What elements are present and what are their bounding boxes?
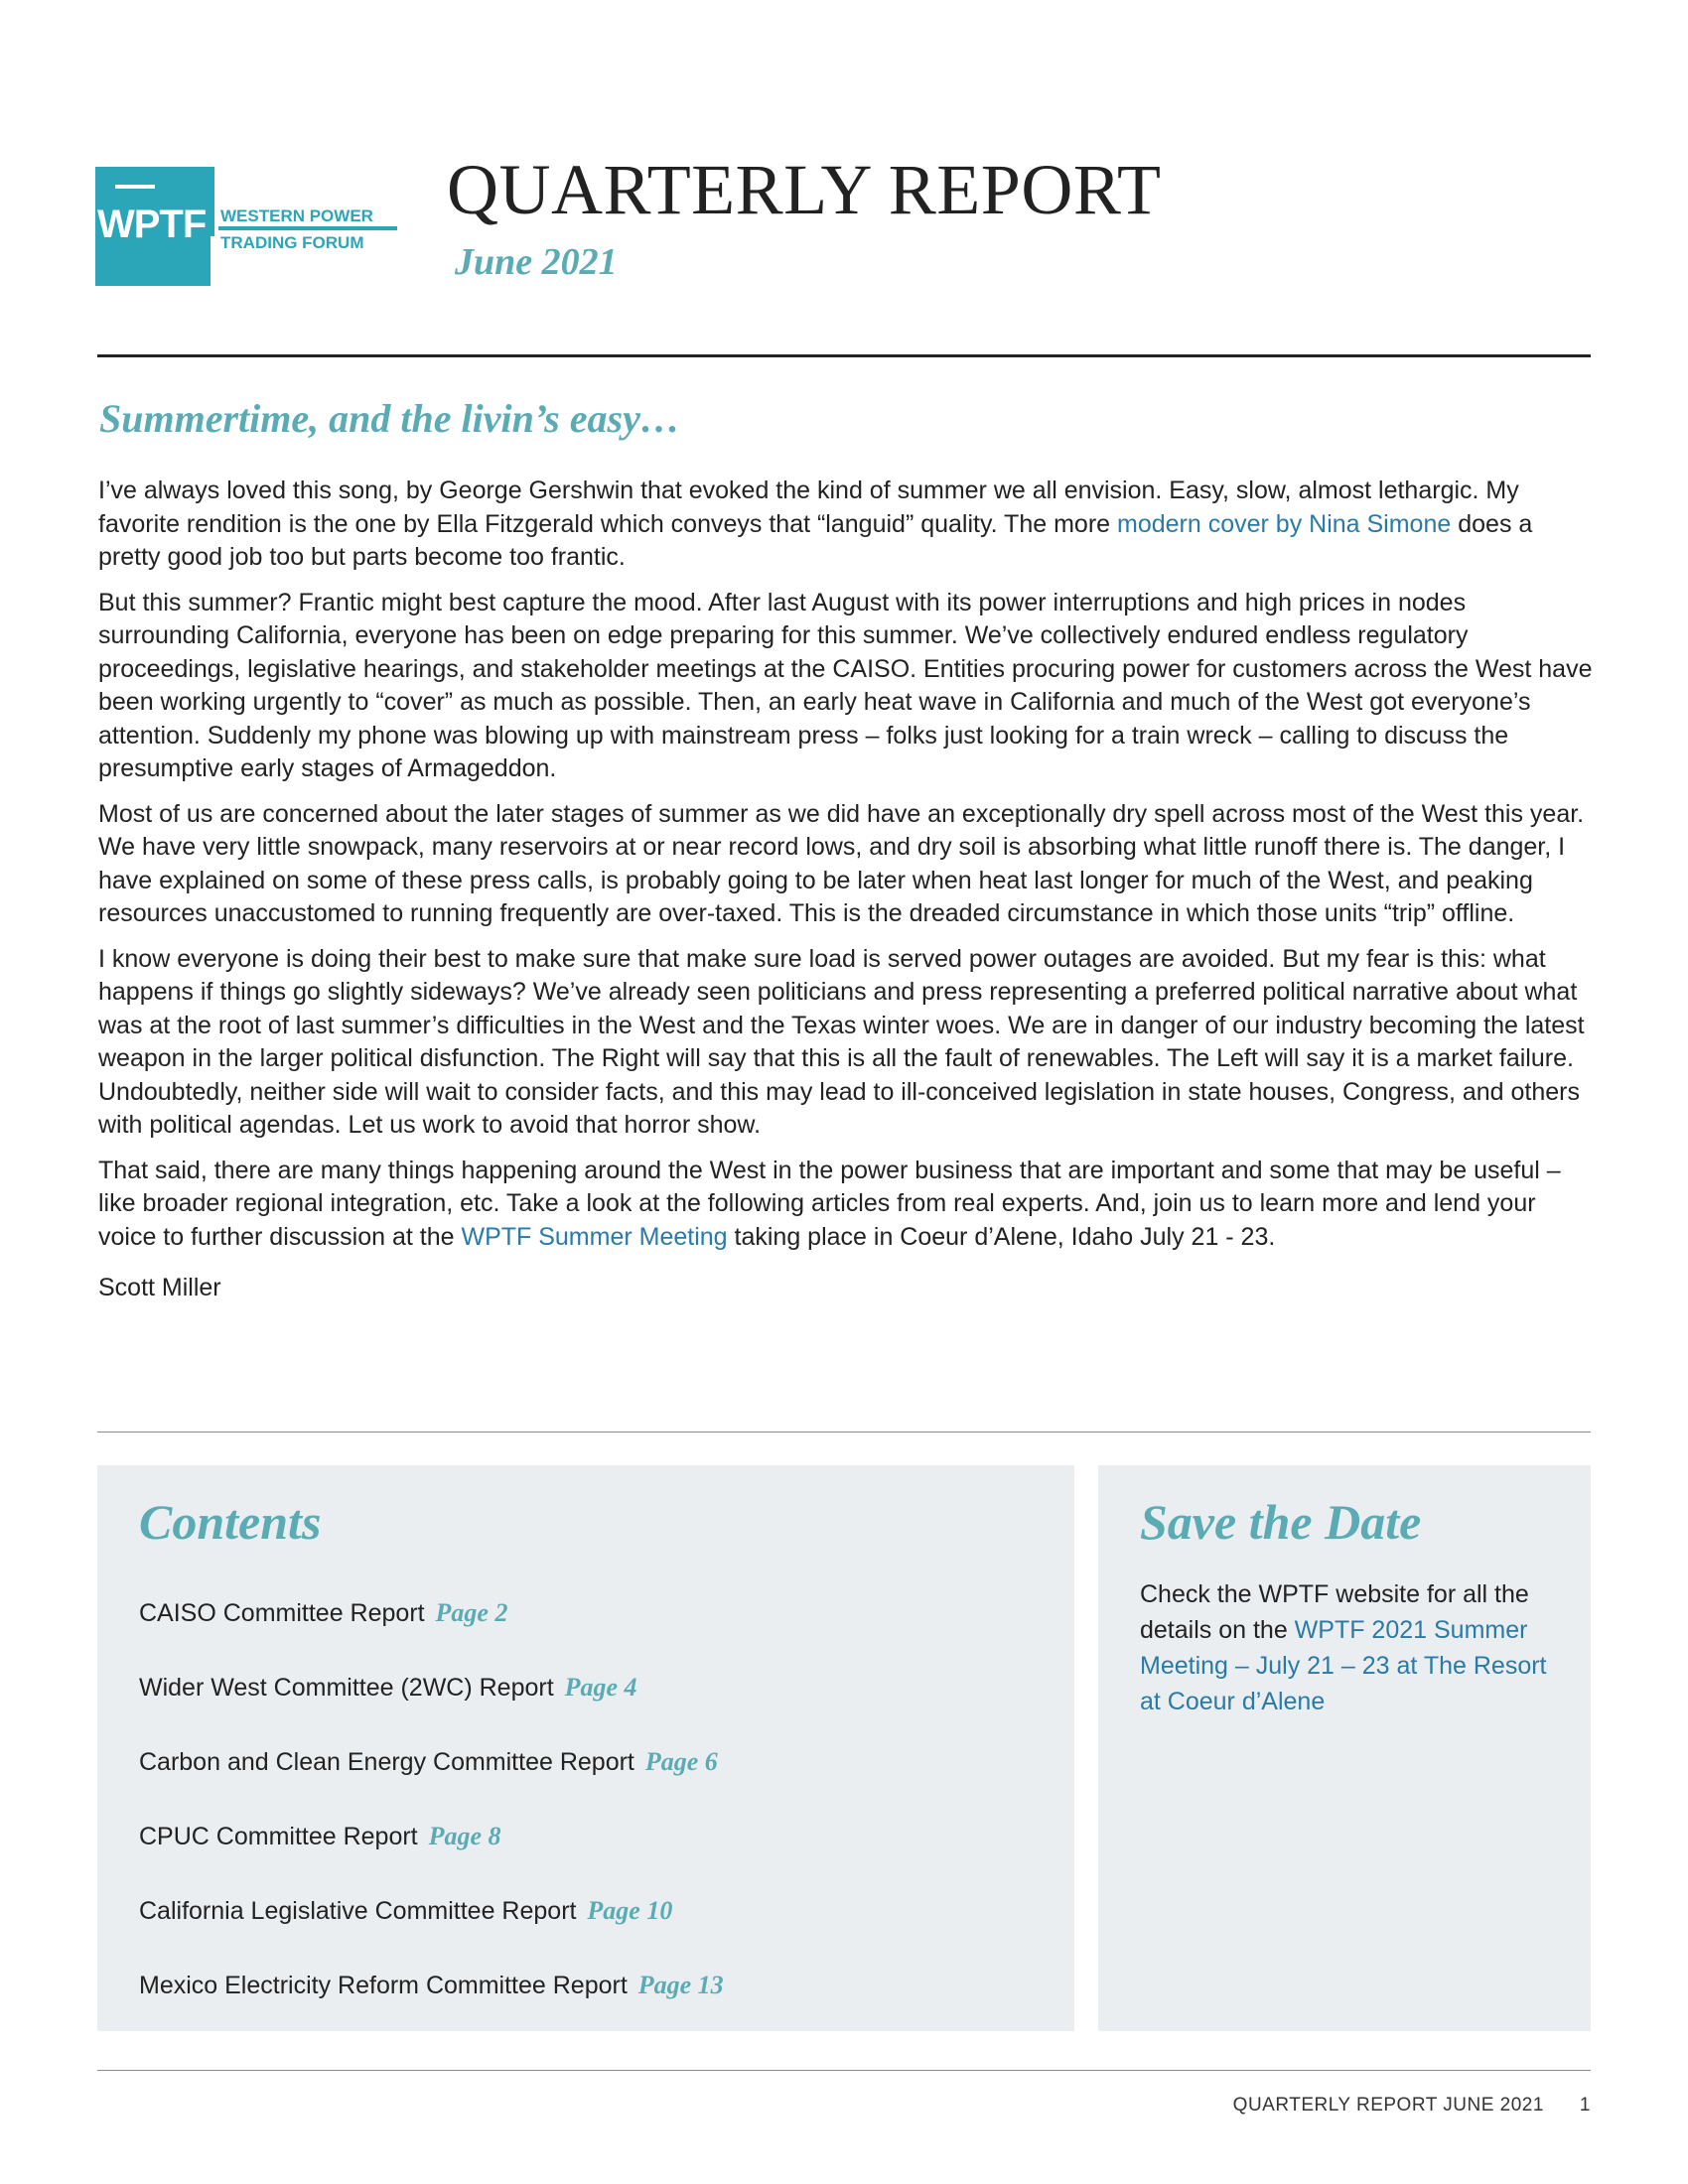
logo-mark-text: WPTF xyxy=(97,203,207,246)
nina-simone-cover-link[interactable]: modern cover by Nina Simone xyxy=(1117,509,1452,538)
article-text: I’ve always loved this song, by George Gershwin that evoked the kind of summer we all envision. Easy, slow, almost lethargic. My favorite rendition is the one by Ella Fitzgerald which conveys that “languid” quality. The more xyxy=(98,477,1519,538)
contents-heading: Contents xyxy=(139,1494,322,1550)
contents-item[interactable] xyxy=(139,1747,724,1822)
save-the-date-intro: Check the WPTF website for all the details on the xyxy=(1140,1580,1529,1644)
article-paragraph-3: Most of us are concerned about the later stages of summer as we did have an exceptionally dry spell across most of the West this year. We have very little snowpack, many reservoirs at or near record lows, and dry soil is absorbing what little runoff there is. The danger, I have explained on some of these press calls, is probably going to be later when heat last longer for much of the West, and peaking resources unaccustomed to running frequently are over-taxed. This is the dreaded circumstance in which those units “trip” offline. xyxy=(98,799,1585,927)
contents-item-page: Page 10 xyxy=(587,1896,673,1925)
contents-item-label: Wider West Committee (2WC) Report xyxy=(139,1674,554,1702)
contents-item[interactable] xyxy=(139,1598,724,1673)
article-body xyxy=(98,475,1596,1317)
contents-item[interactable] xyxy=(139,1822,724,1896)
report-date: June 2021 xyxy=(455,241,618,283)
logo-name-line-1: WESTERN POWER xyxy=(220,206,373,225)
page-number: 1 xyxy=(1579,2095,1591,2116)
contents-item-page: Page 6 xyxy=(644,1747,718,1776)
contents-item-page: Page 4 xyxy=(564,1673,637,1702)
contents-list xyxy=(139,1598,724,2045)
article-text: does a pretty good job too but parts become too frantic. xyxy=(98,509,1533,571)
summer-meeting-details-link[interactable]: WPTF 2021 Summer Meeting – July 21 – 23 at The Resort at Coeur d’Alene xyxy=(1140,1616,1547,1715)
report-title: QUARTERLY REPORT xyxy=(447,150,1162,229)
header-divider xyxy=(97,354,1591,357)
contents-item-label: CAISO Committee Report xyxy=(139,1599,425,1627)
save-the-date-heading: Save the Date xyxy=(1140,1494,1422,1550)
article-text: taking place in Coeur d’Alene, Idaho July 21 - 23. xyxy=(727,1222,1276,1251)
contents-item-page: Page 8 xyxy=(428,1822,501,1850)
contents-item[interactable] xyxy=(139,1673,724,1747)
author-signature: Scott Miller xyxy=(98,1274,221,1301)
footer-label: QUARTERLY REPORT JUNE 2021 xyxy=(1232,2095,1544,2116)
save-the-date-panel xyxy=(1098,1465,1591,2031)
wptf-logo xyxy=(95,167,393,286)
contents-item-page: Page 2 xyxy=(435,1598,508,1627)
logo-accent-bar xyxy=(211,236,214,286)
article-paragraph-2: But this summer? Frantic might best capture the mood. After last August with its power interruptions and high prices in nodes surrounding California, everyone has been on edge preparing for this summer. We’ve collectively endured endless regulatory proceedings, legislative hearings, and stakeholder meetings at the CAISO. Entities procuring power for customers across the West have been working urgently to “cover” as much as possible. Then, an early heat wave in California and much of the West got everyone’s attention. Suddenly my phone was blowing up with mainstream press – folks just looking for a train wreck – calling to discuss the presumptive early stages of Armageddon. xyxy=(98,588,1593,782)
footer-divider xyxy=(97,2070,1591,2071)
page-footer xyxy=(1233,2095,1591,2116)
contents-item-label: Mexico Electricity Reform Committee Report xyxy=(139,1972,628,1999)
save-the-date-text xyxy=(1140,1576,1567,1719)
article-heading: Summertime, and the livin’s easy… xyxy=(99,396,680,441)
logo-organization-name xyxy=(220,206,399,252)
contents-item-label: CPUC Committee Report xyxy=(139,1823,418,1850)
contents-item-label: Carbon and Clean Energy Committee Report xyxy=(139,1748,634,1776)
contents-item-label: California Legislative Committee Report xyxy=(139,1897,577,1925)
summer-meeting-link[interactable]: WPTF Summer Meeting xyxy=(461,1222,728,1251)
section-divider xyxy=(97,1432,1591,1433)
contents-item[interactable] xyxy=(139,1971,724,2045)
article-paragraph-1 xyxy=(98,475,1596,575)
logo-accent-bar xyxy=(115,185,155,189)
logo-name-line-2: TRADING FORUM xyxy=(220,233,364,252)
logo-mark-box xyxy=(95,167,214,286)
contents-item-page: Page 13 xyxy=(637,1971,724,1999)
article-text: That said, there are many things happening around the West in the power business that are important and some that may be useful – like broader regional integration, etc. Take a look at the following articles from real experts. And, join us to learn more and lend your voice to further discussion at the xyxy=(98,1156,1561,1251)
article-paragraph-5 xyxy=(98,1155,1596,1255)
contents-panel xyxy=(97,1465,1074,2031)
contents-item[interactable] xyxy=(139,1896,724,1971)
article-paragraph-4: I know everyone is doing their best to make sure that make sure load is served power outages are avoided. But my fear is this: what happens if things go slightly sideways? We’ve already seen politicians and press representing a preferred political narrative about what was at the root of last summer’s difficulties in the West and the Texas winter woes. We are in danger of our industry becoming the latest weapon in the larger political disfunction. The Right will say that this is all the fault of renewables. The Left will say it is a market failure. Undoubtedly, neither side will wait to consider facts, and this may lead to ill-conceived legislation in state houses, Congress, and others with political agendas. Let us work to avoid that horror show. xyxy=(98,944,1585,1139)
